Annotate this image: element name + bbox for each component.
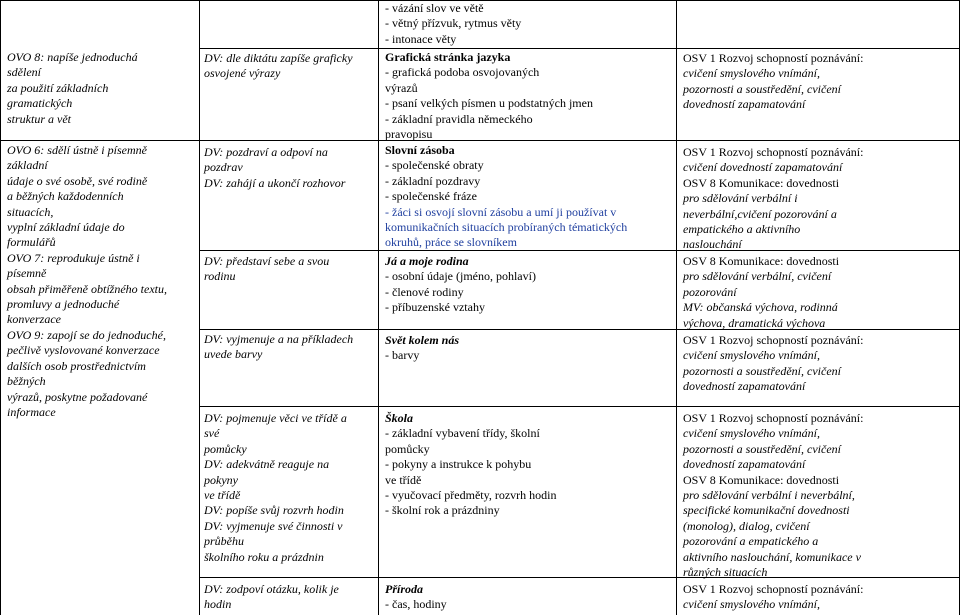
- outcome-block-1: [7, 50, 138, 127]
- text-line: výrazů: [385, 80, 418, 95]
- outcome-block-2: [7, 143, 167, 420]
- content-graphic: [385, 50, 593, 142]
- expected-output-4: [204, 332, 353, 363]
- text-line: pozornosti a soustředění, cvičení: [683, 441, 841, 456]
- text-line: cvičení smyslového vnímání,: [683, 597, 820, 612]
- text-line: výchova, dramatická výchova: [683, 315, 826, 330]
- text-line: OVO 7: reprodukuje ústně i: [7, 250, 140, 265]
- text-line: uvede barvy: [204, 347, 263, 362]
- text-line: OSV 8 Komunikace: dovednosti: [683, 175, 840, 190]
- text-line: - základní vybavení třídy, školní: [385, 426, 540, 441]
- text-line: - osobní údaje (jméno, pohlaví): [385, 269, 536, 284]
- text-line: - příbuzenské vztahy: [385, 300, 485, 315]
- crosscut-4: [683, 333, 863, 395]
- text-line: dovedností zapamatování: [683, 457, 806, 472]
- text-line: aktivního naslouchání, komunikace v: [683, 549, 861, 564]
- text-line: údaje o své osobě, své rodině: [7, 173, 148, 188]
- text-line: hodin: [204, 597, 232, 612]
- text-line: - pokyny a instrukce k pohybu: [385, 457, 532, 472]
- text-line: DV: vyjmenuje a na příkladech: [204, 332, 354, 346]
- column-border: [378, 0, 379, 615]
- text-line: DV: adekvátně reaguje na: [204, 457, 330, 472]
- text-line: pomůcky: [385, 441, 430, 456]
- text-line: specifické komunikační dovednosti: [683, 503, 850, 518]
- text-line: výrazů, poskytne požadované: [7, 389, 148, 404]
- text-line: DV: pojmenuje věci ve třídě a: [204, 411, 347, 425]
- text-line: OSV 8 Komunikace: dovednosti: [683, 254, 840, 268]
- text-line: pro sdělování verbální i: [683, 191, 798, 206]
- text-line: - společenské obraty: [385, 158, 484, 173]
- content-school: [385, 411, 557, 519]
- text-line: - vyučovací předměty, rozvrh hodin: [385, 488, 557, 503]
- text-line: OSV 1 Rozvoj schopností poznávání:: [683, 51, 864, 65]
- expected-output-1: [204, 51, 353, 82]
- text-line: a běžných každodenních: [7, 189, 124, 204]
- row-border: [0, 140, 200, 141]
- text-line: empatického a aktivního: [683, 222, 801, 237]
- text-line: struktur a vět: [7, 111, 71, 126]
- text-line: obsah přiměřeně obtížného textu,: [7, 281, 167, 296]
- text-line: informace: [7, 404, 56, 419]
- text-line: různých situacích: [683, 565, 768, 580]
- text-line: okruhů, práce se slovníkem: [385, 235, 517, 250]
- text-line: pro sdělování verbální, cvičení: [683, 269, 832, 284]
- crosscut-6: [683, 582, 863, 613]
- text-line: cvičení dovedností zapamatování: [683, 160, 843, 175]
- text-line: DV: dle diktátu zapíše graficky: [204, 51, 353, 65]
- text-line: gramatických: [7, 96, 73, 111]
- text-line: pomůcky: [204, 441, 247, 456]
- text-line: DV: zodpoví otázku, kolik je: [204, 582, 339, 596]
- section-heading: Svět kolem nás: [385, 333, 459, 347]
- text-line: cvičení smyslového vnímání,: [683, 348, 820, 363]
- text-line: komunikačních situacích probíraných tématických: [385, 220, 628, 235]
- content-top: [385, 1, 521, 47]
- text-line: OVO 8: napíše jednoduchá: [7, 50, 138, 64]
- text-line: za použití základních: [7, 80, 109, 95]
- text-line: - společenské fráze: [385, 189, 477, 204]
- text-line: pravopisu: [385, 127, 433, 142]
- text-line: formulářů: [7, 235, 56, 250]
- content-nature: [385, 582, 447, 613]
- column-border: [199, 0, 200, 615]
- text-line: DV: vyjmenuje své činnosti v: [204, 518, 343, 533]
- crosscut-1: [683, 51, 863, 113]
- text-line: MV: občanská výchova, rodinná: [683, 300, 838, 315]
- text-line: běžných: [7, 374, 46, 389]
- text-line: průběhu: [204, 534, 244, 549]
- text-line: - barvy: [385, 348, 420, 363]
- content-family: [385, 254, 536, 316]
- crosscut-2: [683, 145, 863, 253]
- row-border: [199, 406, 960, 407]
- text-line: - intonace věty: [385, 31, 457, 46]
- text-line: osvojené výrazy: [204, 66, 281, 81]
- text-line: DV: zahájí a ukončí rozhovor: [204, 175, 346, 190]
- text-line: písemně: [7, 266, 47, 281]
- text-line: pro sdělování verbální i neverbální,: [683, 488, 855, 503]
- text-line: pozornosti a soustředění, cvičení: [683, 81, 841, 96]
- text-line: - základní pozdravy: [385, 173, 481, 188]
- text-line: - členové rodiny: [385, 284, 464, 299]
- text-line: dovedností zapamatování: [683, 97, 806, 112]
- text-line: sdělení: [7, 65, 41, 80]
- text-line: (monolog), dialog, cvičení: [683, 518, 810, 533]
- section-heading: Slovní zásoba: [385, 143, 455, 157]
- text-line: dovedností zapamatování: [683, 379, 806, 394]
- text-line: dalších osob prostřednictvím: [7, 358, 146, 373]
- text-line: rodinu: [204, 269, 236, 284]
- row-border: [199, 48, 960, 49]
- text-line: své: [204, 426, 220, 441]
- expected-output-2: [204, 145, 345, 191]
- text-line: školního roku a prázdnin: [204, 549, 324, 564]
- text-line: - větný přízvuk, rytmus věty: [385, 16, 522, 31]
- text-line: OSV 1 Rozvoj schopností poznávání:: [683, 333, 864, 347]
- text-line: - žáci si osvojí slovní zásobu a umí ji používat v: [385, 204, 617, 219]
- text-line: - grafická podoba osvojovaných: [385, 65, 540, 80]
- text-line: - školní rok a prázdniny: [385, 503, 500, 518]
- text-line: - základní pravidla německého: [385, 111, 533, 126]
- text-line: pozorování a empatického a: [683, 534, 819, 549]
- text-line: OSV 1 Rozvoj schopností poznávání:: [683, 582, 864, 596]
- section-heading: Já a moje rodina: [385, 254, 469, 268]
- text-line: - čas, hodiny: [385, 597, 447, 612]
- text-line: ve třídě: [385, 472, 422, 487]
- crosscut-3: [683, 254, 839, 331]
- section-heading: Příroda: [385, 582, 424, 596]
- text-line: pozorování: [683, 284, 737, 299]
- text-line: OSV 8 Komunikace: dovednosti: [683, 472, 840, 487]
- column-border: [676, 0, 677, 615]
- text-line: pokyny: [204, 472, 238, 487]
- text-line: pozdrav: [204, 160, 243, 175]
- text-line: cvičení smyslového vnímání,: [683, 426, 820, 441]
- text-line: DV: pozdraví a odpoví na: [204, 145, 328, 159]
- crosscut-5: [683, 411, 863, 580]
- text-line: promluvy a jednoduché: [7, 297, 120, 312]
- text-line: DV: popíše svůj rozvrh hodin: [204, 503, 344, 518]
- text-line: DV: představí sebe a svou: [204, 254, 330, 268]
- expected-output-3: [204, 254, 329, 285]
- section-heading: Škola: [385, 411, 414, 425]
- row-border: [199, 329, 960, 330]
- text-line: konverzace: [7, 312, 61, 327]
- content-world: [385, 333, 459, 364]
- text-line: vyplní základní údaje do: [7, 220, 125, 235]
- section-heading: Grafická stránka jazyka: [385, 50, 511, 64]
- content-vocabulary: [385, 143, 627, 251]
- text-line: OSV 1 Rozvoj schopností poznávání:: [683, 411, 864, 425]
- text-line: základní: [7, 158, 48, 173]
- text-line: naslouchání: [683, 237, 742, 252]
- text-line: situacích,: [7, 204, 54, 219]
- text-line: OVO 9: zapojí se do jednoduché,: [7, 327, 166, 342]
- text-line: pečlivě vyslovované konverzace: [7, 343, 160, 358]
- text-line: - vázání slov ve větě: [385, 1, 484, 15]
- text-line: OSV 1 Rozvoj schopností poznávání:: [683, 145, 864, 159]
- text-line: OVO 6: sdělí ústně i písemně: [7, 143, 147, 157]
- text-line: pozornosti a soustředění, cvičení: [683, 363, 841, 378]
- expected-output-5: [204, 411, 347, 565]
- text-line: cvičení smyslového vnímání,: [683, 66, 820, 81]
- text-line: ve třídě: [204, 488, 241, 503]
- expected-output-6: [204, 582, 339, 613]
- column-border: [0, 0, 1, 615]
- text-line: - psaní velkých písmen u podstatných jmen: [385, 96, 593, 111]
- text-line: neverbální,cvičení pozorování a: [683, 206, 837, 221]
